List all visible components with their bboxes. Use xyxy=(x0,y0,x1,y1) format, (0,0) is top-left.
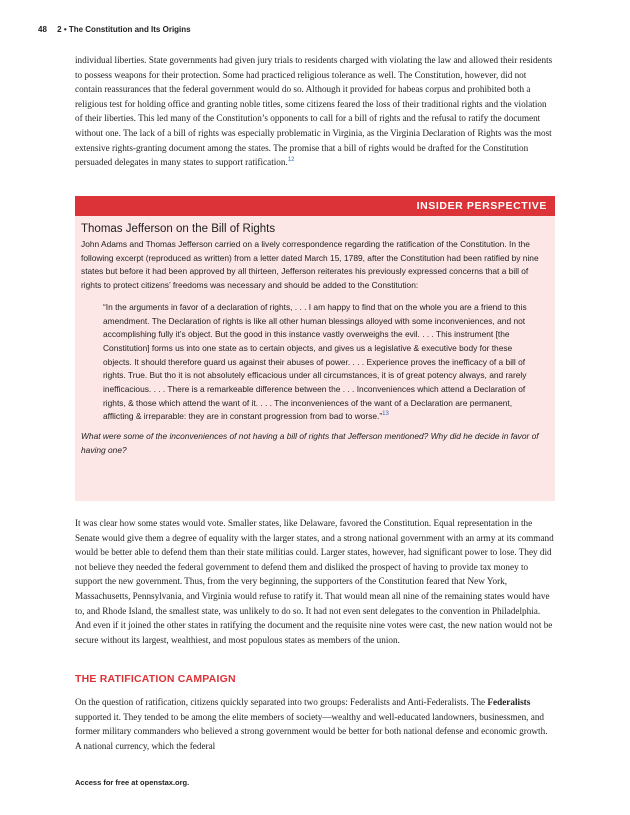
insider-perspective-content xyxy=(75,216,555,458)
paragraph-state-votes xyxy=(75,516,555,647)
insider-perspective-banner: INSIDER PERSPECTIVE xyxy=(75,196,555,216)
chapter-title: 2 • The Constitution and Its Origins xyxy=(57,25,191,34)
paragraph-text-intro: On the question of ratification, citizens quickly separated into two groups: Federalists and Anti-Federalists. The xyxy=(75,697,488,707)
footnote-link-13[interactable]: 13 xyxy=(382,411,389,418)
insider-perspective-box xyxy=(75,196,555,501)
footnote-link-12[interactable]: 12 xyxy=(287,157,295,164)
feature-title: Thomas Jefferson on the Bill of Rights xyxy=(81,223,276,235)
quote-text: “In the arguments in favor of a declaration of rights, . . . I am happy to find that on the whole you are a friend to this amendment. The Declaration of rights is like all other human blessings alloyed with some inconveniences, and not accomplishing fully it’s object. But the good in this instance vastly overweighs the evil. . . . This instrument [the Constitution] forms us into one state as to certain objects, and gives us a legislative & executive body for these objects. It should therefore guard us against their abuses of power. . . . Experience proves the inefficacy of a bill of rights. True. But tho it is not absolutely efficacious under all circumstances, it is of great potency always, and rarely inefficacious. . . . There is a remarkeable difference between the . . . Inconveniences which attend a Declaration of rights, & those which attend the want of it. . . . The inconveniences of the want of a Declaration are permanent, afflicting & irreparable: they are in constant progression from bad to worse.” xyxy=(103,301,527,422)
paragraph-intro xyxy=(75,53,555,170)
page-footer: Access for free at openstax.org. xyxy=(75,778,190,787)
feature-intro: John Adams and Thomas Jefferson carried on a lively correspondence regarding the ratification of the Constitution. In the following excerpt (reproduced as written) from a letter dated March 15, 1789, after the Constitution had been ratified by nine states but before it had been approved by all thirteen, Jefferson reiterates his previously expressed concerns that a bill of rights to protect citizens’ freedoms was necessary and should be added to the Constitution: xyxy=(81,239,539,291)
page-number: 48 xyxy=(38,25,47,34)
paragraph-text: It was clear how some states would vote. Smaller states, like Delaware, favored the Constitution. Equal representation in the Senate would give them a degree of equality with the larger states, and a strong national government with an army at its command would be better able to defend them than their state militias could. Larger states, however, had significant power to lose. They did not believe they needed the federal government to defend them and disliked the prospect of having to provide tax money to support the new government. Thus, from the very beginning, the supporters of the Constitution feared that New York, Massachusetts, Pennsylvania, and Virginia would refuse to ratify it. That would mean all nine of the remaining states would have to, and Rhode Island, the smallest state, was unlikely to do so. It had not even sent delegates to the convention in Philadelphia. And even if it joined the other states in ratifying the document and the requisite nine votes were cast, the new nation would not be secure without its largest, wealthiest, and most populous states as members of the union. xyxy=(75,518,554,645)
jefferson-quote xyxy=(103,301,543,424)
section-heading: THE RATIFICATION CAMPAIGN xyxy=(75,673,236,685)
paragraph-text-rest: supported it. They tended to be among the elite members of society—wealthy and well-educated landowners, businessmen, and former military commanders who believed a strong government would be better for both national defense and economic growth. A national currency, which the federal xyxy=(75,711,548,751)
paragraph-text: individual liberties. State governments had given jury trials to residents charged with violating the law and allowed their residents to possess weapons for their protection. Some had practiced religious tolerance as well. The Constitution, however, did not contain reassurances that the federal government would do so. Although it provided for habeas corpus and prohibited both a religious test for holding office and granting noble titles, some citizens feared the loss of their traditional rights and the violation of their liberties. This led many of the Constitution’s opponents to call for a bill of rights and the refusal to ratify the document without one. The lack of a bill of rights was especially problematic in Virginia, as the Virginia Declaration of Rights was the most extensive rights-granting document among the states. The promise that a bill of rights would be drafted for the Constitution persuaded delegates in many states to support ratification. xyxy=(75,55,553,168)
page-header xyxy=(38,25,191,34)
paragraph-federalists xyxy=(75,695,555,753)
key-term-federalists: Federalists xyxy=(487,697,531,707)
discussion-question: What were some of the inconveniences of not having a bill of rights that Jefferson mentioned? Why did he decide in favor of having one? xyxy=(81,431,539,455)
